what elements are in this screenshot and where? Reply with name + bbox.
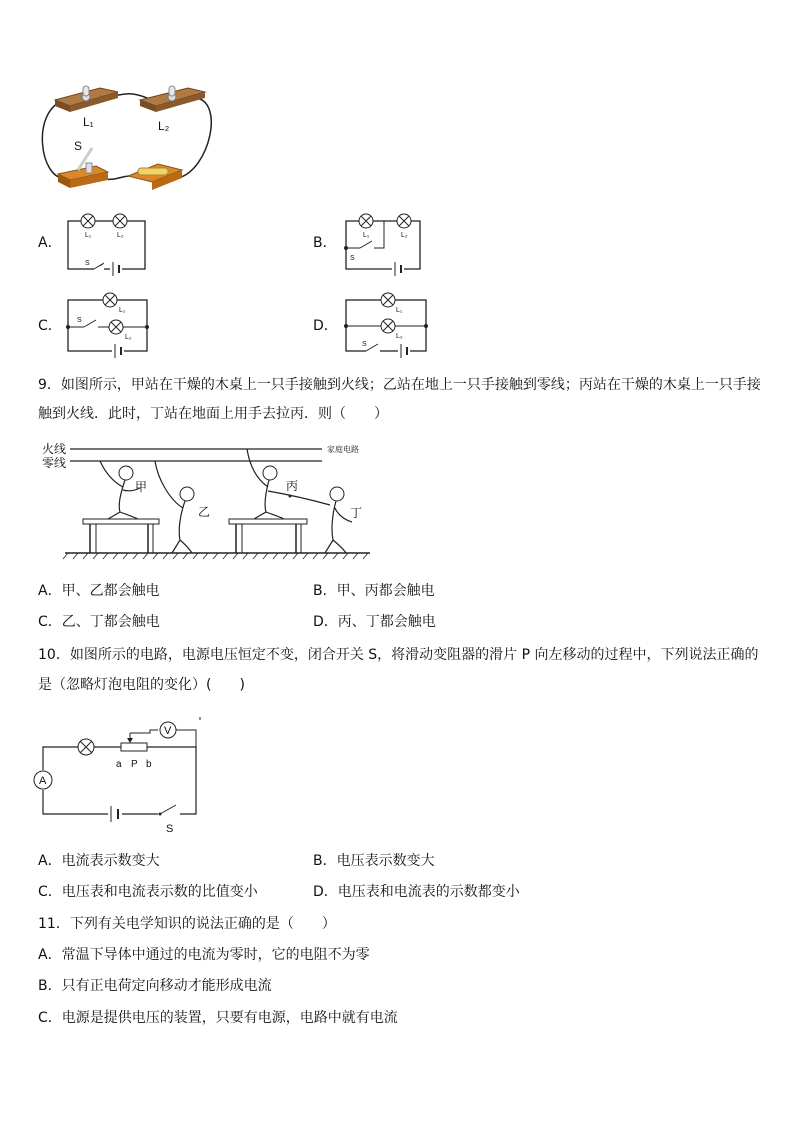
svg-text:S: S <box>77 317 82 324</box>
q9-option-c[interactable]: C．乙、丁都会触电 <box>38 614 160 630</box>
svg-text:L₂: L₂ <box>396 333 403 340</box>
q9-stem-line1: 9．如图所示，甲站在干燥的木桌上一只手接触到火线；乙站在地上一只手接触到零线；丙站在干燥的木桌上一只手接 <box>38 377 761 393</box>
svg-text:S: S <box>362 341 367 348</box>
switch-label: S <box>74 139 83 153</box>
option-c-letter: C． <box>38 318 62 334</box>
q10-option-d[interactable]: D．电压表和电流表的示数都变小 <box>313 884 520 900</box>
q9-option-a[interactable]: A．甲、乙都会触电 <box>38 583 160 599</box>
person-ding-label: 丁 <box>350 506 363 520</box>
ammeter-label: A <box>39 775 47 787</box>
switch-s-label: S <box>166 823 174 835</box>
l2-label: L₂ <box>158 119 170 133</box>
option-b-letter: B． <box>313 235 337 251</box>
person-yi-label: 乙 <box>198 505 211 519</box>
svg-text:L₂: L₂ <box>125 334 132 341</box>
svg-text:S: S <box>350 255 355 262</box>
svg-text:L₁: L₁ <box>396 307 403 314</box>
l1-label: L₁ <box>83 115 94 129</box>
q11-option-b[interactable]: B．只有正电荷定向移动才能形成电流 <box>38 978 272 994</box>
q11-option-a[interactable]: A．常温下导体中通过的电流为零时，它的电阻不为零 <box>38 947 370 963</box>
svg-text:S: S <box>85 260 90 267</box>
q10-option-b[interactable]: B．电压表示数变大 <box>313 853 435 869</box>
q10-stem-line1: 10．如图所示的电路，电源电压恒定不变，闭合开关 S，将滑动变阻器的滑片 P 向左移动的过程中，下列说法正确的 <box>38 647 759 663</box>
q9-option-b[interactable]: B．甲、丙都会触电 <box>313 583 435 599</box>
rheostat-a-label: a <box>116 759 122 770</box>
household-circuit-label: 家庭电路 <box>327 445 359 454</box>
option-a-letter: A． <box>38 235 62 251</box>
person-bing-label: 丙 <box>286 479 299 493</box>
svg-text:L₁: L₁ <box>363 232 370 239</box>
svg-text:L₂: L₂ <box>117 232 124 239</box>
q9-option-d[interactable]: D．丙、丁都会触电 <box>313 614 436 630</box>
person-jia-label: 甲 <box>135 480 148 494</box>
q9-stem-line2: 触到火线．此时，丁站在地面上用手去拉丙．则（ ） <box>38 406 388 422</box>
q10-option-a[interactable]: A．电流表示数变大 <box>38 853 160 869</box>
svg-text:L₁: L₁ <box>85 232 92 239</box>
q10-stem-line2: 是（忽略灯泡电阻的变化）( ) <box>38 677 245 693</box>
q10-option-c[interactable]: C．电压表和电流表示数的比值变小 <box>38 884 258 900</box>
zero-wire-label: 零线 <box>42 456 67 470</box>
fire-wire-label: 火线 <box>42 442 67 456</box>
option-d-letter: D． <box>313 318 338 334</box>
svg-text:L₂: L₂ <box>401 232 408 239</box>
q11-option-c[interactable]: C．电源是提供电压的装置，只要有电源，电路中就有电流 <box>38 1010 398 1026</box>
voltmeter-label: V <box>164 725 172 737</box>
rheostat-b-label: b <box>146 759 152 770</box>
q11-stem: 11．下列有关电学知识的说法正确的是（ ） <box>38 916 336 932</box>
slider-p-label: P <box>131 759 138 770</box>
svg-text:L₁: L₁ <box>119 307 126 314</box>
